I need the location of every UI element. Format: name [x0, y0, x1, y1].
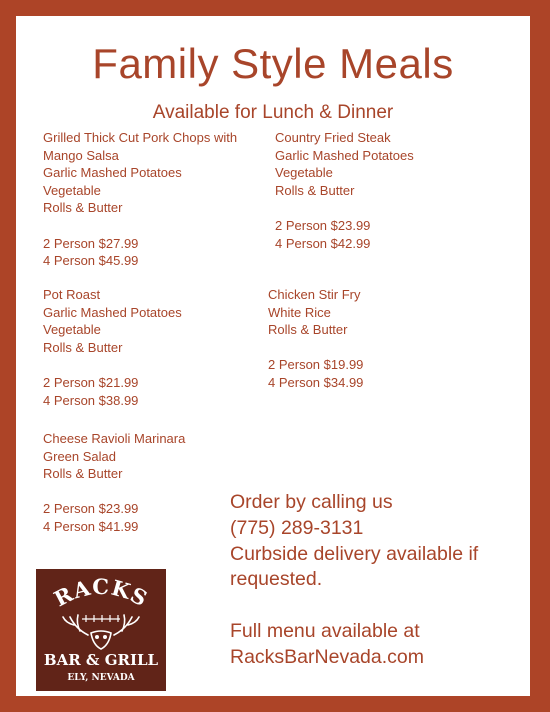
order-info — [230, 490, 520, 671]
meal-pork-chops — [43, 129, 237, 270]
meal-price-2-person: 2 Person $19.99 — [268, 357, 364, 373]
meal-name: Pot Roast — [43, 287, 101, 302]
antler-skull-icon — [63, 615, 139, 649]
meal-side: Vegetable — [275, 165, 333, 181]
curbside-text-continued: requested. — [230, 568, 323, 591]
full-menu-text: Full menu available at — [230, 619, 420, 642]
logo-wordmark: RACKS — [49, 573, 153, 612]
meal-side: Rolls & Butter — [43, 466, 123, 482]
meal-pot-roast — [43, 286, 182, 409]
meal-name: Cheese Ravioli Marinara — [43, 431, 186, 446]
meal-price-4-person: 4 Person $45.99 — [43, 253, 139, 269]
meal-side: Rolls & Butter — [268, 322, 348, 338]
meal-price-2-person: 2 Person $27.99 — [43, 235, 139, 251]
meal-side: Rolls & Butter — [43, 339, 123, 355]
meal-price-2-person: 2 Person $23.99 — [43, 501, 139, 517]
meal-side: Garlic Mashed Potatoes — [43, 304, 182, 320]
logo-graphic — [36, 569, 166, 691]
phone-number[interactable]: (775) 289-3131 — [230, 516, 364, 539]
meal-name: Grilled Thick Cut Pork Chops with — [43, 130, 238, 145]
meal-name: Country Fried Steak — [275, 130, 391, 145]
curbside-text: Curbside delivery available if — [230, 542, 479, 565]
page-subtitle: Available for Lunch & Dinner — [152, 102, 394, 123]
order-by-phone-text: Order by calling us — [230, 491, 393, 513]
fence-decoration-icon — [82, 615, 120, 622]
meal-cheese-ravioli — [43, 430, 185, 536]
meal-price-2-person: 2 Person $21.99 — [43, 374, 139, 390]
meal-side: Rolls & Butter — [43, 200, 123, 216]
meal-side: Garlic Mashed Potatoes — [275, 147, 414, 163]
menu-page — [16, 16, 530, 696]
meal-side: White Rice — [268, 304, 331, 320]
meal-side: Green Salad — [43, 448, 116, 464]
meal-chicken-stir-fry — [268, 286, 363, 392]
meal-side: Vegetable — [43, 182, 101, 198]
meal-price-4-person: 4 Person $42.99 — [275, 235, 371, 251]
meal-side: Rolls & Butter — [275, 182, 355, 198]
racks-logo — [36, 569, 166, 691]
page-title: Family Style Meals — [92, 40, 454, 87]
meal-price-4-person: 4 Person $41.99 — [43, 518, 139, 534]
meal-price-2-person: 2 Person $23.99 — [275, 217, 371, 233]
meal-price-4-person: 4 Person $34.99 — [268, 374, 364, 390]
logo-tagline: BAR & GRILL — [43, 651, 159, 669]
meal-country-fried-steak — [275, 129, 414, 252]
meal-price-4-person: 4 Person $38.99 — [43, 392, 139, 408]
meal-name: Chicken Stir Fry — [268, 287, 361, 302]
meal-name-continued: Mango Salsa — [43, 147, 119, 163]
logo-location: ELY, NEVADA — [67, 673, 135, 683]
meal-side: Vegetable — [43, 322, 101, 338]
meal-side: Garlic Mashed Potatoes — [43, 165, 182, 181]
website-link[interactable]: RacksBarNevada.com — [230, 645, 424, 668]
